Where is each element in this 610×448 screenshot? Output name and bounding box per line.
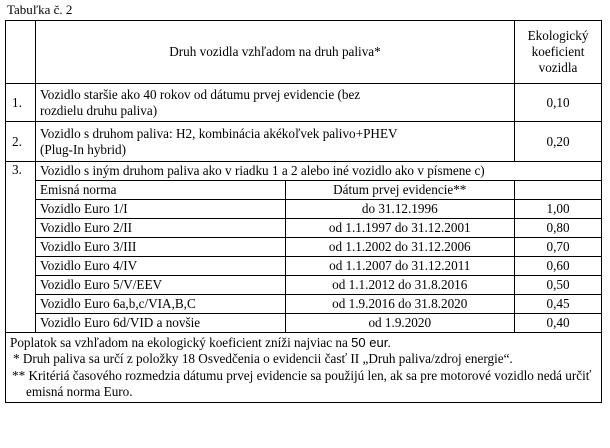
table-row xyxy=(6,238,602,257)
table-row xyxy=(6,122,602,162)
euro-norm: Vozidlo Euro 6d/VID a novšie xyxy=(35,314,285,333)
table-row xyxy=(6,162,602,181)
fee-amount: 50 eur. xyxy=(351,335,391,350)
euro-norm: Vozidlo Euro 4/IV xyxy=(35,257,285,276)
row-description: Vozidlo s iným druhom paliva ako v riadku 1 a 2 alebo iné vozidlo ako v písmene c) xyxy=(35,162,601,181)
fee-note xyxy=(10,335,597,351)
notes-row xyxy=(6,333,602,403)
header-coef-line1: Ekologický xyxy=(527,28,589,43)
registration-date: od 1.9.2020 xyxy=(285,314,515,333)
table-caption: Tabuľka č. 2 xyxy=(7,2,73,17)
registration-date: od 1.1.2007 do 31.12.2011 xyxy=(285,257,515,276)
header-coefficient xyxy=(515,21,602,84)
table-row xyxy=(6,257,602,276)
registration-date: od 1.1.2012 do 31.8.2016 xyxy=(285,276,515,295)
coefficient-value: 0,45 xyxy=(515,295,602,314)
header-empty-cell xyxy=(6,21,36,84)
coefficient-table xyxy=(5,20,602,403)
header-coef-line2: koeficient xyxy=(531,44,585,59)
coefficient-value: 0,70 xyxy=(515,238,602,257)
coefficient-value: 0,40 xyxy=(515,314,602,333)
coefficient-value: 0,80 xyxy=(515,219,602,238)
sub-header-norm: Emisná norma xyxy=(35,181,285,200)
euro-norm: Vozidlo Euro 2/II xyxy=(35,219,285,238)
registration-date: od 1.1.2002 do 31.12.2006 xyxy=(285,238,515,257)
row-desc-line1: Vozidlo s druhom paliva: H2, kombinácia akékoľvek palivo+PHEV xyxy=(39,125,398,141)
registration-date: od 1.1.1997 do 31.12.2001 xyxy=(285,219,515,238)
row-number: 1. xyxy=(6,84,36,122)
table-row xyxy=(6,200,602,219)
row-coefficient: 0,10 xyxy=(515,84,602,122)
coefficient-value: 0,60 xyxy=(515,257,602,276)
header-coef-line3: vozidla xyxy=(538,60,578,75)
euro-norm: Vozidlo Euro 5/V/EEV xyxy=(35,276,285,295)
row-desc-line2: rozdielu druhu paliva) xyxy=(39,102,158,118)
row-coefficient: 0,20 xyxy=(515,122,602,162)
euro-norm: Vozidlo Euro 6a,b,c/VIA,B,C xyxy=(35,295,285,314)
row-number: 3. xyxy=(6,162,36,333)
table-row xyxy=(6,295,602,314)
euro-norm: Vozidlo Euro 1/I xyxy=(35,200,285,219)
notes-cell xyxy=(6,333,602,403)
table-row xyxy=(6,219,602,238)
row-description xyxy=(35,122,514,162)
table-row xyxy=(6,84,602,122)
table-row xyxy=(6,314,602,333)
coefficient-value: 1,00 xyxy=(515,200,602,219)
sub-header-date: Dátum prvej evidencie** xyxy=(285,181,515,200)
coefficient-value: 0,50 xyxy=(515,276,602,295)
table-header-row xyxy=(6,21,602,84)
euro-norm: Vozidlo Euro 3/III xyxy=(35,238,285,257)
footnote-fuel: * Druh paliva sa určí z položky 18 Osvedčenia o evidencii časť II „Druh paliva/zdroj energie“. xyxy=(13,351,513,366)
sub-header-empty xyxy=(515,181,602,200)
row-description xyxy=(35,84,514,122)
footnote-criteria: ** Kritériá časového rozmedzia dátumu prvej evidencie sa použijú len, ak sa pre motorové vozidlo nedá určiť emisná norma Euro. xyxy=(12,368,592,399)
registration-date: od 1.9.2016 do 31.8.2020 xyxy=(285,295,515,314)
fee-note-text: Poplatok sa vzhľadom na ekologický koeficient zníži najviac na xyxy=(10,335,348,350)
row-desc-line1: Vozidlo staršie ako 40 rokov od dátumu prvej evidencie (bez xyxy=(39,86,361,102)
header-vehicle-type: Druh vozidla vzhľadom na druh paliva* xyxy=(35,21,514,84)
row-desc-line2: (Plug-In hybrid) xyxy=(39,141,127,157)
registration-date: do 31.12.1996 xyxy=(285,200,515,219)
row-number: 2. xyxy=(6,122,36,162)
sub-header-row xyxy=(6,181,602,200)
table-row xyxy=(6,276,602,295)
